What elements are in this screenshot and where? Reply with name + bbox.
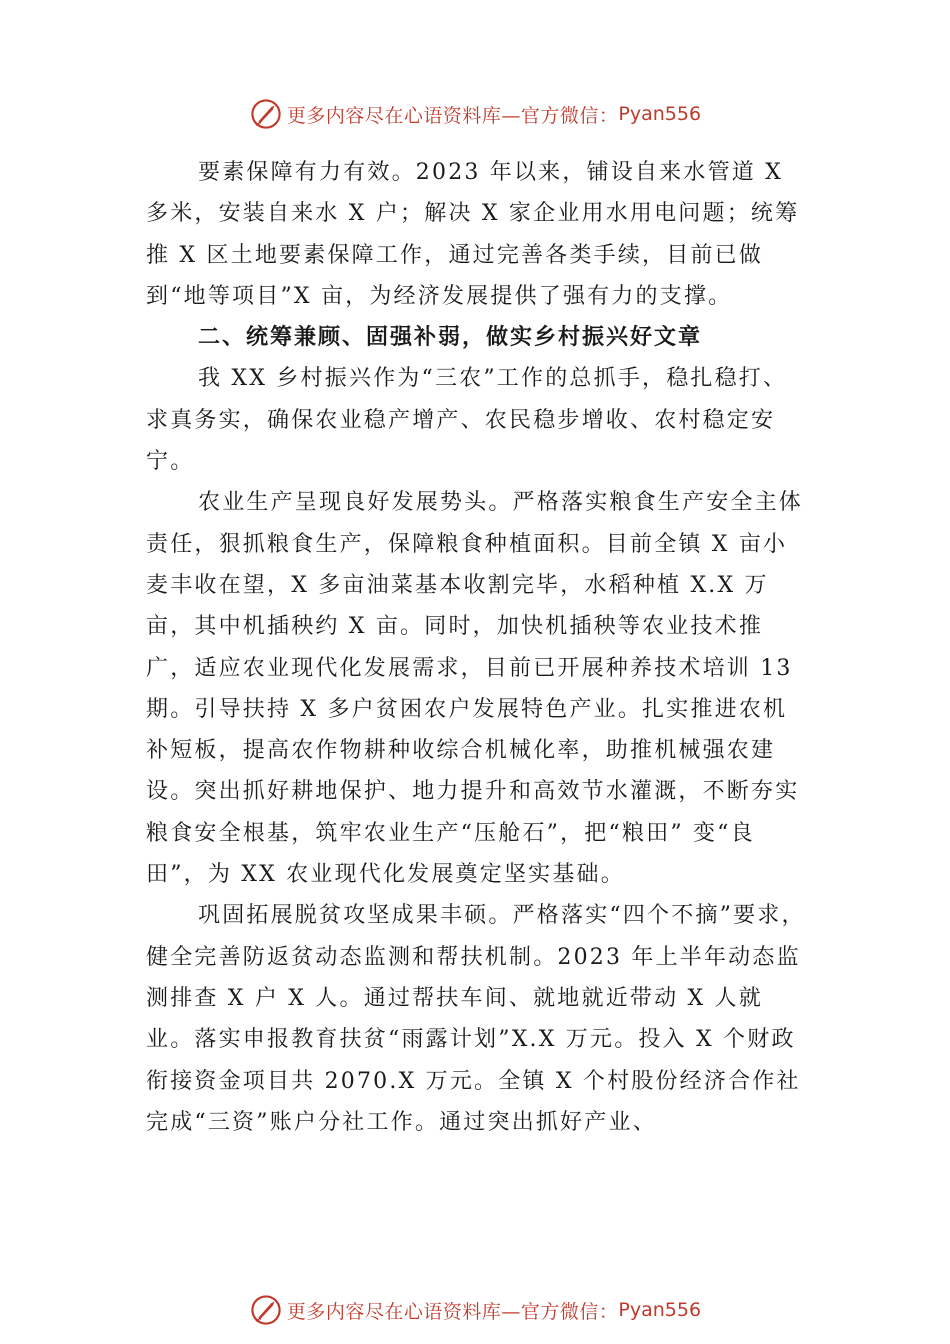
paragraph-agriculture: 农业生产呈现良好发展势头。严格落实粮食生产安全主体责任，狠抓粮食生产，保障粮食种植面积。目前全镇 X 亩小麦丰收在望，X 多亩油菜基本收割完毕，水稻种植 X.X 万亩，其中机插秧约 X 亩。同时，加快机插秧等农业技术推广，适应农业现代化发展需求，目前已开展种养技术培训 13 期。引导扶持 X 多户贫困农户发展特色产业。扎实推进农机补短板，提高农作物耕种收综合机械化率，助推机械强农建设。突出抓好耕地保护、地力提升和高效节水灌溉，不断夯实粮食安全根基，筑牢农业生产“压舱石”，把“粮田” 变“良田”，为 XX 农业现代化发展奠定坚实基础。: [146, 490, 804, 888]
watermark-text: 更多内容尽在心语资料库—官方微信：: [286, 104, 619, 127]
quill-pen-logo-icon: [249, 97, 283, 131]
paragraph-element-guarantee: 要素保障有力有效。2023 年以来，铺设自来水管道 X 多米，安装自来水 X 户；解决 X 家企业用水用电问题；统筹推 X 区土地要素保障工作，通过完善各类手续，目前已做到“地等项目”X 亩，为经济发展提供了强有力的支撑。: [146, 160, 800, 309]
watermark-account: Pyan556: [618, 1299, 702, 1321]
header-watermark: [0, 94, 950, 134]
paragraph-poverty-alleviation: 巩固拓展脱贫攻坚成果丰硕。严格落实“四个不摘”要求，健全完善防返贫动态监测和帮扶机制。2023 年上半年动态监测排查 X 户 X 人。通过帮扶车间、就地就近带动 X 人就业。落实申报教育扶贫“雨露计划”X.X 万元。投入 X 个财政衔接资金项目共 2070.X 万元。全镇 X 个村股份经济合作社完成“三资”账户分社工作。通过突出抓好产业、: [146, 903, 806, 1135]
footer-watermark: [0, 1290, 950, 1330]
watermark-account: Pyan556: [618, 103, 702, 125]
quill-pen-logo-icon: [249, 1293, 283, 1327]
section-heading: 二、统筹兼顾、固强补弱，做实乡村振兴好文章: [198, 325, 703, 351]
document-body: [146, 152, 806, 1143]
paragraph-rural-revitalization: 我 XX 乡村振兴作为“三农”工作的总抓手，稳扎稳打、求真务实，确保农业稳产增产、农民稳步增收、农村稳定安宁。: [146, 366, 788, 475]
watermark-text: 更多内容尽在心语资料库—官方微信：: [286, 1300, 619, 1323]
